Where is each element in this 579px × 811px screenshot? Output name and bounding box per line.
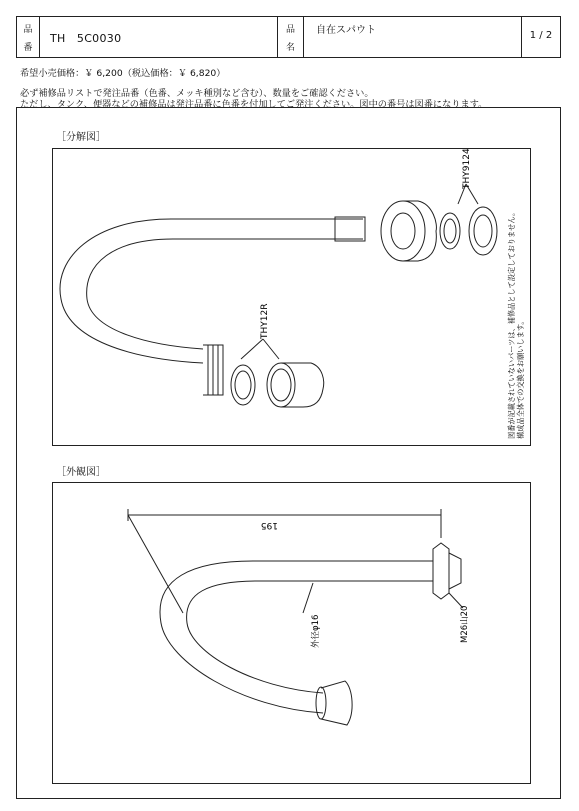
product-number-label-cell bbox=[17, 17, 40, 57]
product-name-cell bbox=[304, 17, 522, 57]
product-name-label-2: 名 bbox=[285, 43, 295, 53]
exploded-view-box bbox=[52, 148, 531, 446]
price-line: 希望小売価格：￥ 6,200（税込価格：￥ 6,820） bbox=[20, 68, 226, 79]
exterior-view-drawing bbox=[53, 483, 532, 785]
notice-line-1: 必ず補修品リストで発注品番（色番、メッキ種別など含む）、数量をご確認ください。 bbox=[20, 88, 374, 99]
exploded-view-title: ［分解図］ bbox=[56, 132, 106, 143]
product-number-label-1: 品 bbox=[23, 25, 33, 35]
product-number-cell bbox=[40, 17, 278, 57]
page-number-cell bbox=[522, 17, 560, 57]
header-table bbox=[16, 16, 561, 58]
exploded-part-label-thy91246: THY91246 bbox=[462, 149, 472, 189]
dimension-length: 195 bbox=[260, 520, 278, 530]
exploded-part-label-thy12r: THY12R bbox=[260, 303, 270, 339]
page-number: 1 / 2 bbox=[529, 30, 553, 41]
product-name-label-1: 品 bbox=[285, 25, 295, 35]
exploded-side-note-2: 構成品全体での交換をお願いします。 bbox=[516, 317, 525, 439]
product-number: TH 5C0030 bbox=[50, 32, 122, 45]
exterior-view-box bbox=[52, 482, 531, 784]
notice-line-2: ただし、タンク、便器などの補修品は発注品番に色番を付加してご発注ください。図中の番号は図番になります。 bbox=[20, 99, 488, 110]
dimension-thread: M26山20 bbox=[460, 605, 470, 643]
product-name-label-cell bbox=[278, 17, 304, 57]
exterior-view-title: ［外観図］ bbox=[56, 467, 106, 478]
product-name: 自在スパウト bbox=[316, 25, 376, 36]
product-number-label-2: 番 bbox=[23, 43, 33, 53]
dimension-outer-diameter: 外径φ16 bbox=[311, 614, 321, 648]
exploded-view-drawing bbox=[53, 149, 532, 447]
exploded-side-note-1: 図番が記載されていないパーツは、補修品として設定しておりません。 bbox=[507, 208, 516, 439]
